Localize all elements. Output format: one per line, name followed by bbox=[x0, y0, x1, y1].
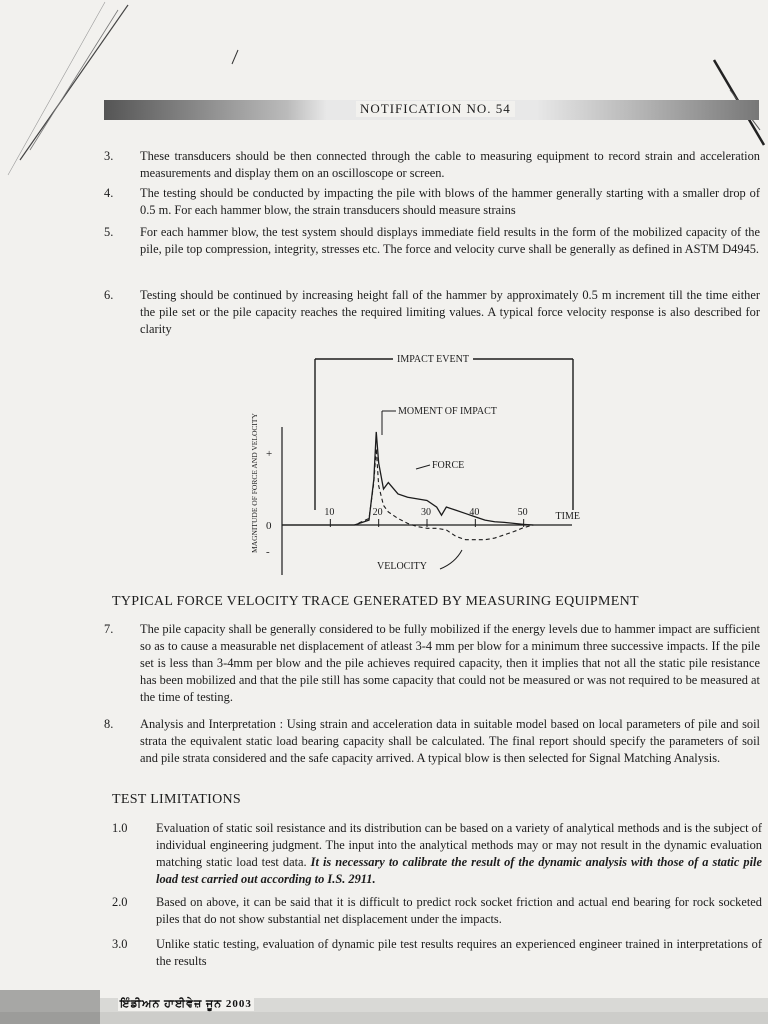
item-text: The testing should be conducted by impacting the pile with blows of the hammer generally starting with a smaller drop of 0.5 m. For each hammer blow, the strain transducers should measure strains bbox=[140, 186, 760, 217]
x-ticks bbox=[324, 507, 527, 527]
x-tick-label: 30 bbox=[421, 507, 431, 518]
item-text: The pile capacity shall be generally considered to be fully mobilized if the energy levels due to hammer impact are sufficient so as to cause a measurable net displacement of atleast 3-4 mm per blow for a minimum three successive impacts. If the pile set is less than 3-4mm per blow and the pile achieves required capacity, then it implies that not all the static pile resistance has been mobilized and that the pile still has some capacity that could not be measured or was not required to be measured at the time of testing. bbox=[140, 622, 760, 704]
item-number: 2.0 bbox=[112, 895, 128, 909]
force-velocity-chart bbox=[240, 345, 580, 585]
footer-journal-title: ਇੰਡੀਅਨ ਹਾਈਵੇਜ਼ ਜੂਨ 2003 bbox=[120, 998, 252, 1010]
force-leader bbox=[416, 465, 430, 469]
item-text bbox=[156, 820, 762, 888]
y-ticks bbox=[266, 448, 272, 558]
item-number: 7. bbox=[104, 622, 114, 636]
list-item bbox=[104, 621, 760, 706]
item-number: 4. bbox=[104, 186, 114, 200]
item-text-plain: Evaluation of static soil resistance and its distribution can be based on a variety of analytical methods and is the subject of individual engineering judgment. The input into the analytical methods may or may not result in the dynamic evaluation matching static load test data. bbox=[156, 821, 762, 869]
y-tick-label: + bbox=[266, 448, 273, 461]
chart-series bbox=[282, 432, 533, 540]
list-item bbox=[104, 716, 760, 767]
item-number: 6. bbox=[104, 288, 114, 302]
scan-artifact-mark bbox=[228, 48, 242, 66]
x-tick-label: 20 bbox=[372, 507, 383, 518]
item-number: 8. bbox=[104, 717, 114, 731]
annotation-moment-of-impact: MOMENT OF IMPACT bbox=[398, 406, 497, 417]
annotation-impact-event: IMPACT EVENT bbox=[397, 354, 469, 365]
x-tick-label: 40 bbox=[469, 507, 480, 518]
x-tick-label: 50 bbox=[517, 507, 528, 518]
x-tick-label: 10 bbox=[324, 507, 335, 518]
y-axis-label: MAGNITUDE OF FORCE AND VELOCITY bbox=[250, 413, 259, 553]
y-tick-label: - bbox=[266, 546, 270, 559]
scan-artifact-bottom bbox=[0, 990, 768, 1024]
item-text: These transducers should be then connected through the cable to measuring equipment to record strain and acceleration measurements and display them on an oscilloscope or screen. bbox=[140, 149, 760, 180]
list-item bbox=[104, 185, 760, 219]
list-item bbox=[104, 224, 760, 258]
velocity-leader bbox=[440, 550, 462, 569]
figure-caption: TYPICAL FORCE VELOCITY TRACE GENERATED BY MEASURING EQUIPMENT bbox=[112, 594, 639, 609]
list-item bbox=[112, 820, 762, 888]
list-item bbox=[112, 894, 762, 928]
item-text: For each hammer blow, the test system should displays immediate field results in the form of the mobilized capacity of the pile, pile top compression, integrity, stresses etc. The force and velocity curve shall be generally as defined in ASTM D4945. bbox=[140, 225, 760, 256]
item-text: Based on above, it can be said that it is difficult to predict rock socket friction and actual end bearing for rock socketed piles that do not show substantial net displacement under the impacts. bbox=[156, 895, 762, 926]
section-heading: TEST LIMITATIONS bbox=[112, 792, 242, 807]
item-number: 3. bbox=[104, 149, 114, 163]
annotation-force: FORCE bbox=[432, 460, 465, 471]
item-number: 1.0 bbox=[112, 821, 128, 835]
list-item bbox=[104, 287, 760, 338]
item-number: 5. bbox=[104, 225, 114, 239]
item-number: 3.0 bbox=[112, 937, 128, 951]
item-text: Unlike static testing, evaluation of dynamic pile test results requires an experienced engineer trained in interpretations of the results bbox=[156, 937, 762, 968]
list-item bbox=[112, 936, 762, 970]
item-text: Analysis and Interpretation : Using strain and acceleration data in suitable model based on local parameters of pile and soil strata the equivalent static load bearing capacity shall be calculated. The final report should specify the parameters of soil and pile strata considered and the safe capacity arrived. A typical blow is then selected for Signal Matching Analysis. bbox=[140, 717, 760, 765]
series-force bbox=[282, 432, 533, 525]
item-text: Testing should be continued by increasing height fall of the hammer by approximately 0.5 m increment till the time either the pile set or the pile capacity reaches the required limiting values. A typical force velocity response is also described for clarity bbox=[140, 288, 760, 336]
list-item bbox=[104, 148, 760, 182]
header-title: NOTIFICATION NO. 54 bbox=[356, 101, 515, 117]
y-tick-label: 0 bbox=[266, 520, 272, 532]
series-velocity bbox=[282, 448, 533, 539]
item-text-emphasis: It is necessary to calibrate the result of the dynamic analysis with those of a static pile load test carried out according to I.S. 2911. bbox=[156, 855, 762, 886]
annotation-velocity: VELOCITY bbox=[377, 561, 427, 572]
x-axis-label: TIME bbox=[555, 511, 580, 522]
